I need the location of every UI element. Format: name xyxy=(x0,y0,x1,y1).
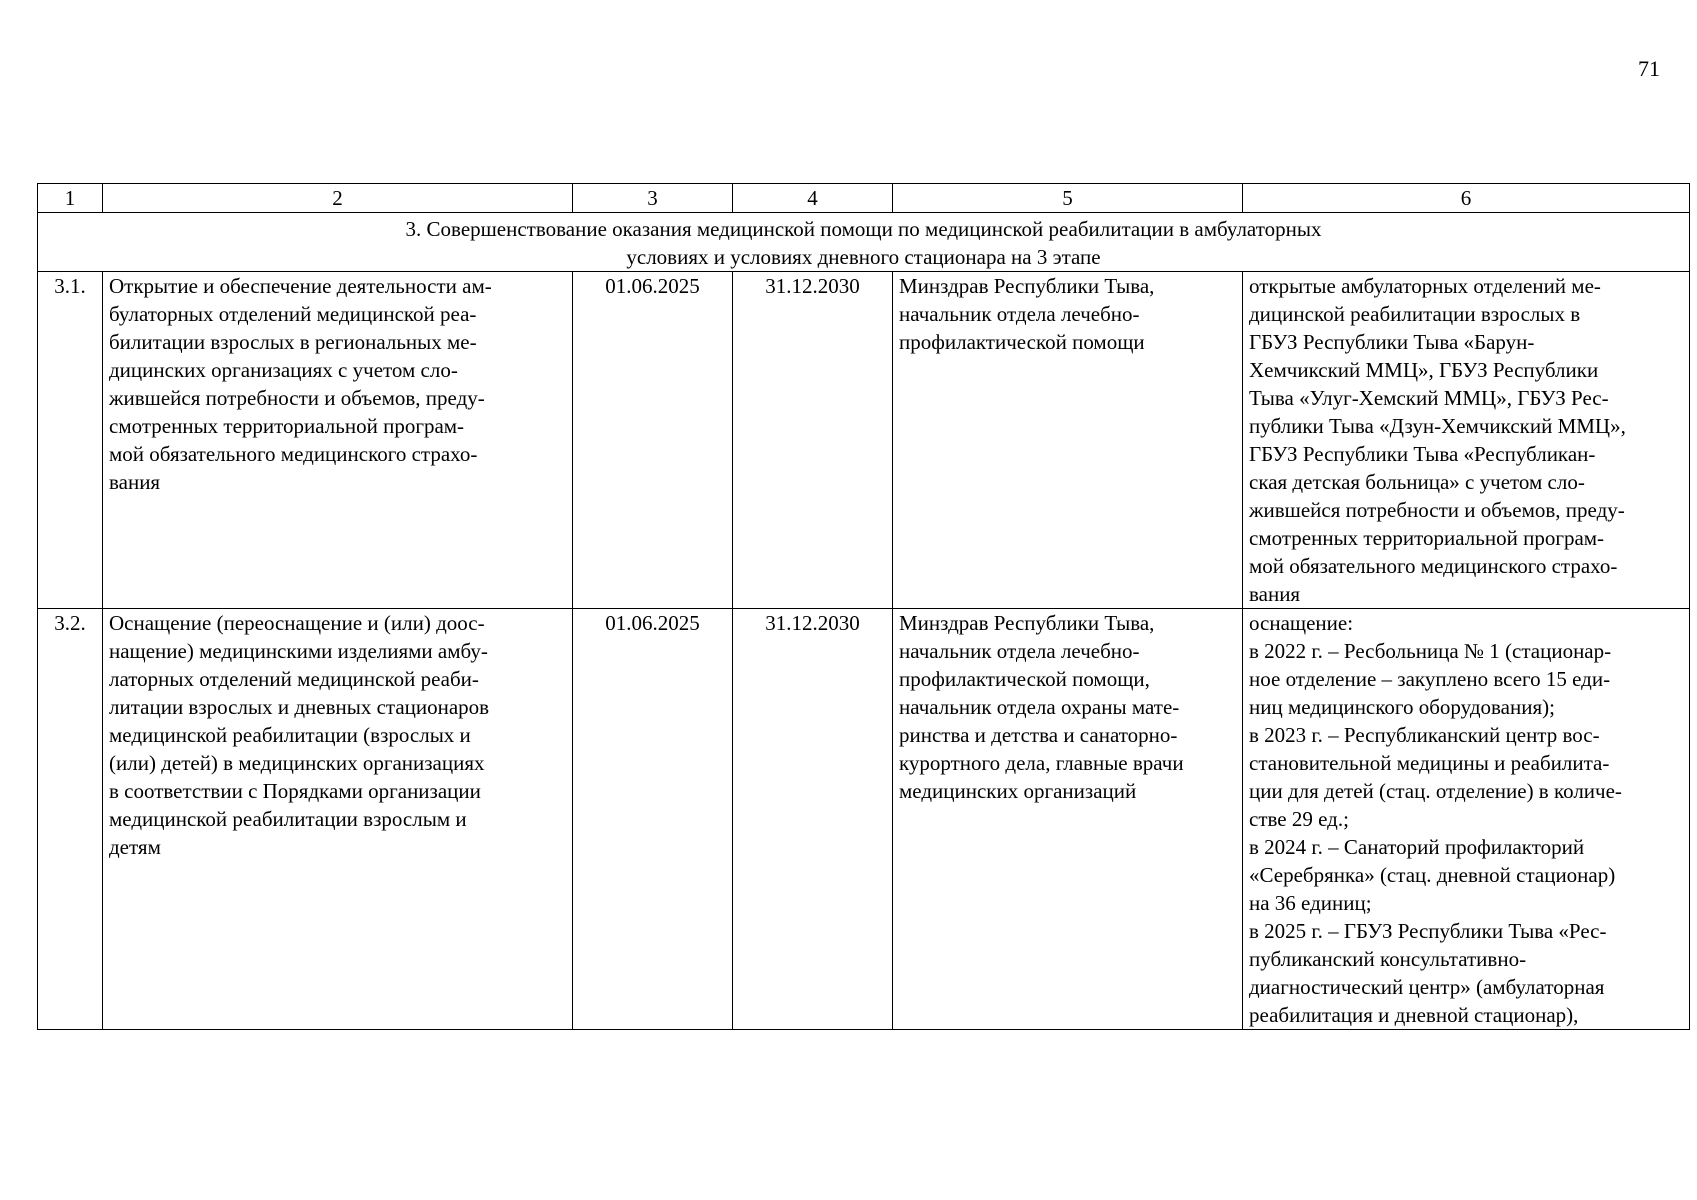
section-title: 3. Совершенствование оказания медицинской помощи по медицинской реабилитации в амбулаторных условиях и условиях дневного стационара на 3 этапе xyxy=(38,213,1690,272)
column-number: 6 xyxy=(1243,184,1690,213)
activity-cell: Открытие и обеспечение деятельности ам- булаторных отделений медицинской реа- билитации взрослых в региональных ме- дицинских организациях с учетом сло- жившейся потребности и объемов, преду- смотренных территориальной програм- мой обязательного медицинского страхо- вания xyxy=(103,272,573,609)
end-date-cell: 31.12.2030 xyxy=(733,272,893,609)
column-number: 2 xyxy=(103,184,573,213)
column-number: 1 xyxy=(38,184,103,213)
result-cell: оснащение: в 2022 г. – Ресбольница № 1 (стационар- ное отделение – закуплено всего 15 еди- ниц медицинского оборудования); в 2023 г. – Республиканский центр вос- становительной медицины и реабилита- ции для детей (стац. отделение) в количе- стве 29 ед.; в 2024 г. – Санаторий профилакторий «Серебрянка» (стац. дневной стационар) на 36 единиц; в 2025 г. – ГБУЗ Республики Тыва «Рес- публиканский консультативно- диагностический центр» (амбулаторная реабилитация и дневной стационар), xyxy=(1243,609,1690,1030)
column-number-row xyxy=(38,184,1690,213)
section-heading-row xyxy=(38,213,1690,272)
responsible-cell: Минздрав Республики Тыва, начальник отдела лечебно- профилактической помощи xyxy=(893,272,1243,609)
result-cell: открытые амбулаторных отделений ме- дицинской реабилитации взрослых в ГБУЗ Республики Тыва «Барун- Хемчикский ММЦ», ГБУЗ Республики Тыва «Улуг-Хемский ММЦ», ГБУЗ Рес- публики Тыва «Дзун-Хемчикский ММЦ», ГБУЗ Республики Тыва «Республикан- ская детская больница» с учетом сло- жившейся потребности и объемов, преду- смотренных территориальной програм- мой обязательного медицинского страхо- вания xyxy=(1243,272,1690,609)
row-number: 3.2. xyxy=(38,609,103,1030)
column-number: 4 xyxy=(733,184,893,213)
page-number: 71 xyxy=(1638,56,1660,81)
table-row xyxy=(38,272,1690,609)
activity-cell: Оснащение (переоснащение и (или) доос- нащение) медицинскими изделиями амбу- латорных отделений медицинской реаби- литации взрослых и дневных стационаров медицинской реабилитации (взрослых и (или) детей) в медицинских организациях в соответствии с Порядками организации медицинской реабилитации взрослым и детям xyxy=(103,609,573,1030)
column-number: 3 xyxy=(573,184,733,213)
start-date-cell: 01.06.2025 xyxy=(573,609,733,1030)
start-date-cell: 01.06.2025 xyxy=(573,272,733,609)
row-number: 3.1. xyxy=(38,272,103,609)
column-number: 5 xyxy=(893,184,1243,213)
table-row xyxy=(38,609,1690,1030)
end-date-cell: 31.12.2030 xyxy=(733,609,893,1030)
activities-table xyxy=(37,183,1690,1030)
responsible-cell: Минздрав Республики Тыва, начальник отдела лечебно- профилактической помощи, начальник отдела охраны мате- ринства и детства и санаторно- курортного дела, главные врачи медицинских организаций xyxy=(893,609,1243,1030)
